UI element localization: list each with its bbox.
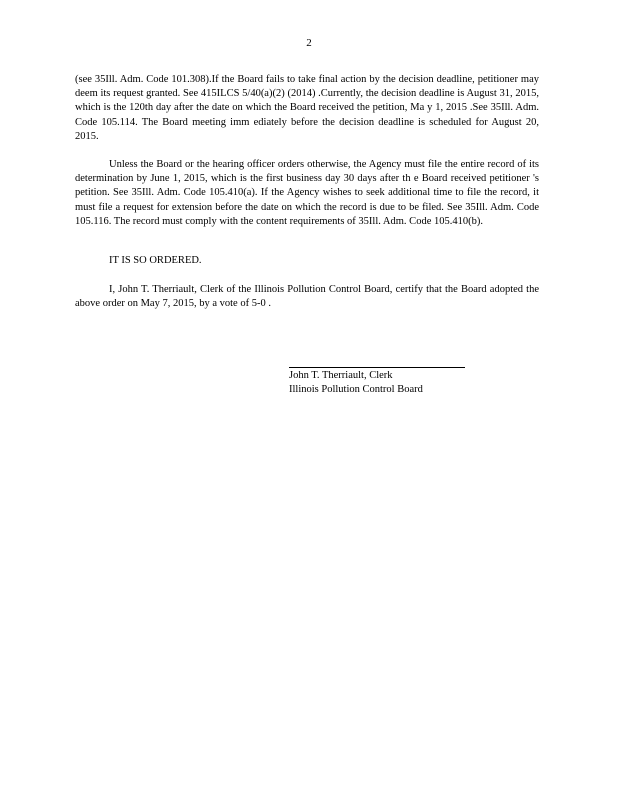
clerk-certification-paragraph: I, John T. Therriault, Clerk of the Illinois Pollution Control Board, certify that the Board adopted the above order on May 7, 2015, by a vote of 5-0 . (75, 284, 539, 310)
signature-block (289, 369, 489, 397)
page-number: 2 (306, 37, 312, 49)
record-filing-paragraph: Unless the Board or the hearing officer orders otherwise, the Agency must file the entire record of its determination by June 1, 2015, which is the first business day 30 days after th e Board received petitioner 's petition. See 35Ill. Adm. Code 105.410(a). If the Agency wishes to seek additional time to file the record, it must file a request for extension before the date on which the record is due to be filed. See 35Ill. Adm. Code 105.116. The record must comply with the content requirements of 35Ill. Adm. Code 105.410(b). (75, 159, 539, 227)
board-name: Illinois Pollution Control Board (289, 384, 423, 396)
decision-deadline-paragraph: (see 35Ill. Adm. Code 101.308).If the Board fails to take final action by the decision deadline, petitioner may deem its request granted. See 415ILCS 5/40(a)(2) (2014) .Currently, the decision deadline is August 31, 2015, which is the 120th day after the date on which the Board received the petition, Ma y 1, 2015 .See 35Ill. Adm. Code 105.114. The Board meeting imm ediately before the decision deadline is scheduled for August 20, 2015. (75, 74, 539, 142)
so-ordered-statement: IT IS SO ORDERED. (109, 255, 202, 266)
signature-line (289, 367, 465, 368)
clerk-name-title: John T. Therriault, Clerk (289, 370, 393, 381)
